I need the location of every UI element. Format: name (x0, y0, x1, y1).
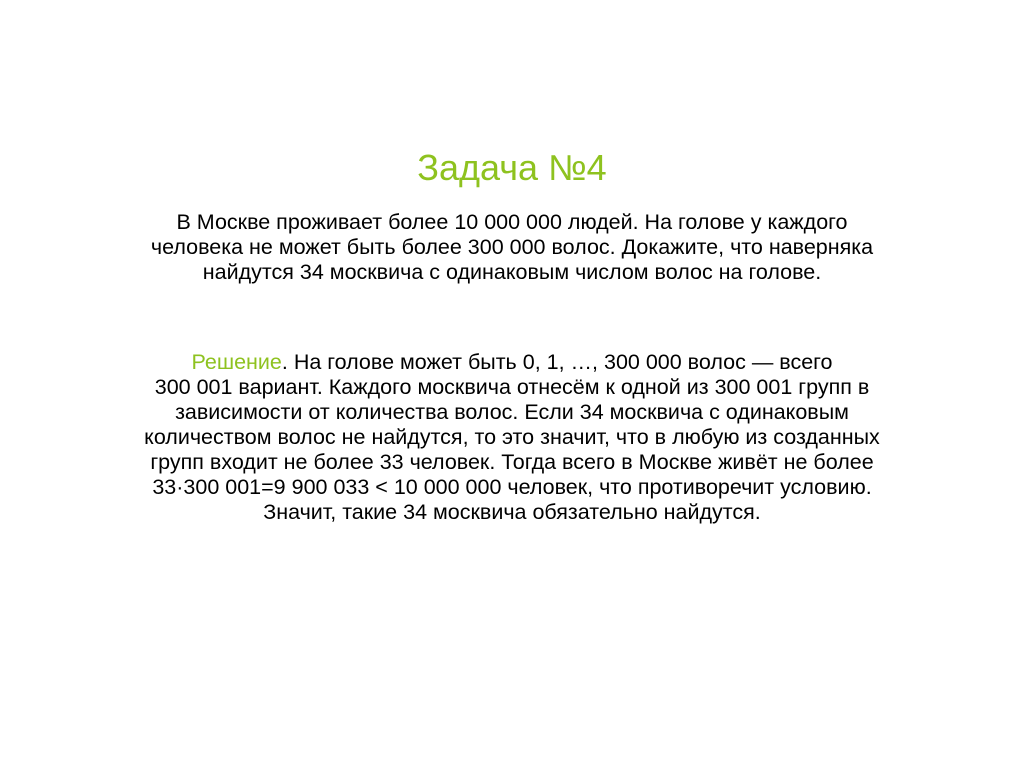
solution-line: зависимости от количества волос. Если 34 москвича с одинаковым (175, 400, 849, 424)
solution-label: Решение (191, 350, 282, 374)
solution-line: групп входит не более 33 человек. Тогда всего в Москве живёт не более (150, 450, 874, 474)
solution-first-line (40, 350, 984, 375)
solution-text (40, 350, 984, 525)
slide-title: Задача №4 (417, 147, 607, 188)
solution-line: Значит, такие 34 москвича обязательно найдутся. (263, 500, 761, 524)
solution-line: количеством волос не найдутся, то это значит, что в любую из созданных (144, 425, 880, 449)
solution-line: 33·300 001=9 900 033 < 10 000 000 человек, что противоречит условию. (152, 475, 872, 499)
problem-line: найдутся 34 москвича с одинаковым числом волос на голове. (202, 260, 822, 284)
solution-line: 300 001 вариант. Каждого москвича отнесём к одной из 300 001 групп в (154, 375, 870, 399)
solution-first-line-rest: . На голове может быть 0, 1, …, 300 000 волос — всего (281, 350, 833, 374)
problem-line: человека не может быть более 300 000 волос. Докажите, что наверняка (150, 235, 874, 259)
problem-statement (40, 210, 984, 285)
problem-line: В Москве проживает более 10 000 000 людей. На голове у каждого (176, 210, 848, 234)
